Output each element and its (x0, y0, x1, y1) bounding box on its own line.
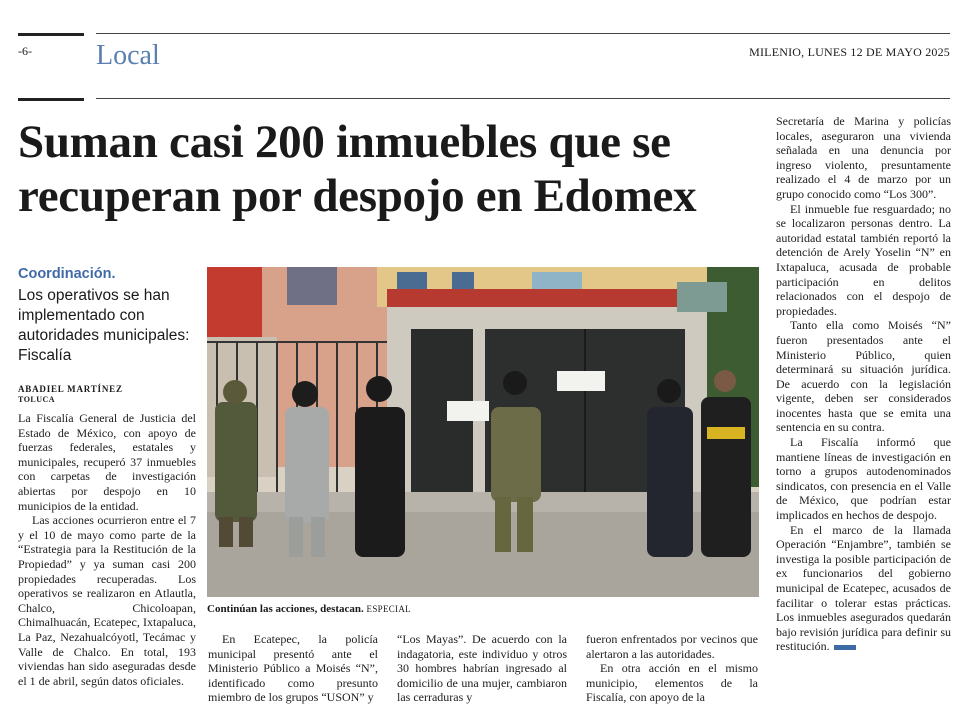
byline-place: TOLUCA (18, 395, 56, 404)
paragraph: En otra acción en el mismo municipio, elementos de la Fiscalía, con apoyo de la (586, 661, 758, 705)
deck: Los operativos se han implementado con autoridades municipales: Fiscalía (18, 287, 190, 364)
last-paragraph-text: En el marco de la llamada Operación “Enjambre”, también se investiga la posible participación de ex funcionarios del gobierno municipal de Ecatepec, acusados de facilitar o tolerar estas prácticas. Los inmuebles asegurados quedarán bajo revisión jurídica para definir su restitución. (776, 522, 951, 654)
photo-credit: ESPECIAL (366, 604, 411, 614)
end-mark (834, 645, 856, 650)
paragraph: El inmueble fue resguardado; no se localizaron personas dentro. La autoridad estatal también reportó la detención de Arely Yoselin “N” en Ixtapaluca, acusada de probable participación en delitos relacionados con el despojo de propiedades. (776, 201, 951, 318)
caption-lead: Continúan las acciones, destacan. (207, 603, 364, 615)
body-column-4 (586, 632, 758, 705)
article-photo (207, 267, 759, 597)
paragraph: En Ecatepec, la policía municipal presentó ante el Ministerio Público a Moisés “N”, identificado como presunto miembro de los grupos “USON” y (208, 632, 378, 705)
paragraph: “Los Mayas”. De acuerdo con la indagatoria, este individuo y otros 30 hombres habrían ingresado al domicilio de una mujer, cambiaron las cerraduras y (397, 632, 567, 705)
paragraph: Tanto ella como Moisés “N” fueron presentados ante el Ministerio Público, quien determinará su situación jurídica. De acuerdo con la legislación vigente, deben ser considerados inocentes hasta que se emita una sentencia en su contra. (776, 318, 951, 435)
header-rule-left-bottom (18, 98, 84, 101)
header-rule-left-top (18, 33, 84, 36)
headline: Suman casi 200 inmuebles que se recuperan por despojo en Edomex (18, 116, 697, 222)
header-rule-top (96, 33, 950, 34)
paragraph (776, 523, 951, 654)
header-rule-bottom (96, 98, 950, 99)
paragraph: La Fiscalía informó que mantiene líneas de investigación en torno a grupos autodenominados sindicatos, con presencia en el Valle de México, que podrían estar implicados en hechos de despojo. (776, 435, 951, 523)
paragraph: La Fiscalía General de Justicia del Estado de México, con apoyo de fuerzas federales, estatales y municipales, recuperó 37 inmuebles con carpetas de investigación abiertas por despojo en 10 municipios de la entidad. (18, 411, 196, 513)
byline: ABADIEL MARTÍNEZ (18, 384, 123, 394)
paragraph: Las acciones ocurrieron entre el 7 y el 10 de mayo como parte de la “Estrategia para la Restitución de la Propiedad” y ya suman casi 200 propiedades recuperadas. Los operativos se realizaron en Atlautla, Chalco, Chicoloapan, Chimalhuacán, Ecatepec, Ixtapaluca, La Paz, Nezahualcóyotl, Tecámac y Valle de Chalco. En total, 193 viviendas han sido aseguradas desde el 1 de abril, según datos oficiales. (18, 513, 196, 688)
paragraph: Secretaría de Marina y policías locales, aseguraron una vivienda señalada en una denuncia por ingreso violento, presuntamente realizado el 4 de marzo por un grupo conocido como “Los 300”. (776, 114, 951, 201)
body-column-5 (776, 114, 951, 654)
paragraph: fueron enfrentados por vecinos que alertaron a las autoridades. (586, 632, 758, 661)
body-column-2 (208, 632, 378, 705)
page-number: -6- (18, 44, 32, 58)
body-column-1 (18, 411, 196, 688)
kicker: Coordinación. (18, 266, 116, 282)
photo-caption (207, 603, 411, 615)
section-title: Local (96, 40, 160, 71)
dateline: MILENIO, LUNES 12 DE MAYO 2025 (749, 45, 950, 59)
body-column-3 (397, 632, 567, 705)
